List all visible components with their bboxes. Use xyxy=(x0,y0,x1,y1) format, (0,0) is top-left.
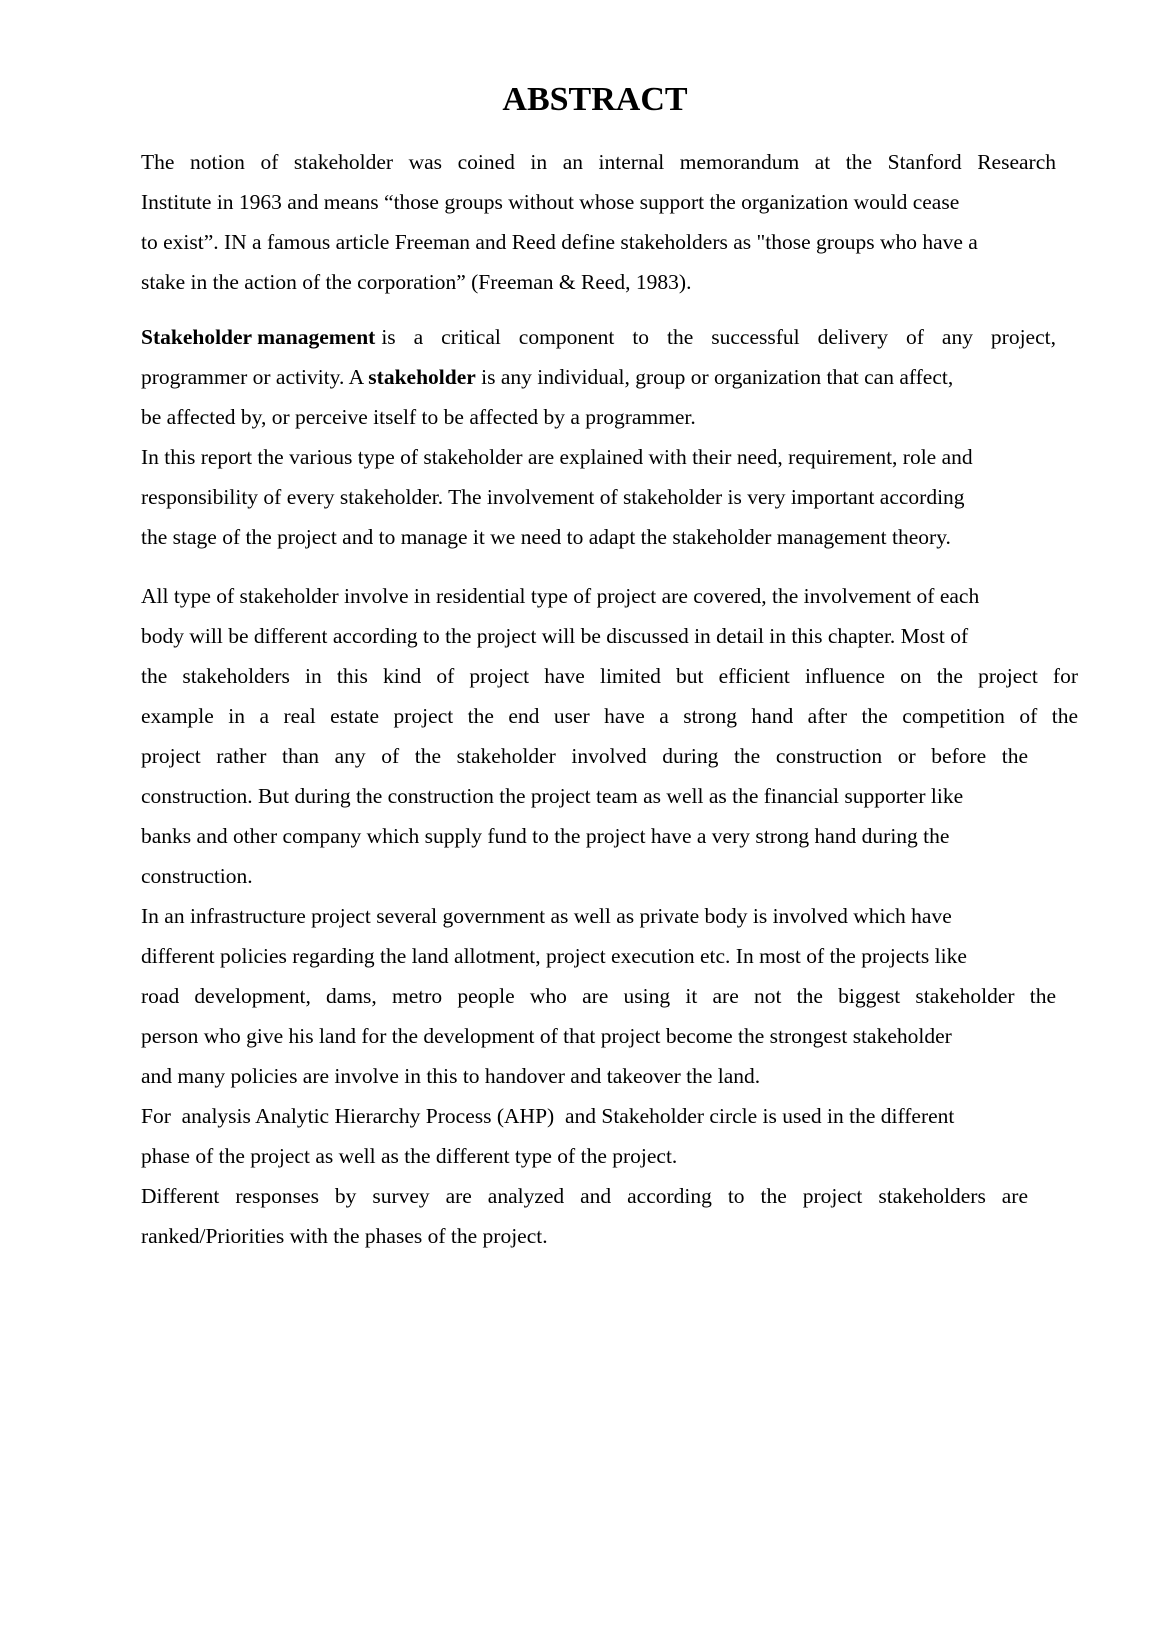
paragraph-3-line-9: In an infrastructure project several government as well as private body is involved which have xyxy=(141,904,952,928)
paragraph-2-line-2-pre: programmer or activity. A xyxy=(141,365,369,389)
paragraph-3-line-2: body will be different according to the project will be discussed in detail in this chapter. Most of xyxy=(141,624,969,648)
paragraph-2-line-5: responsibility of every stakeholder. The involvement of stakeholder is very important according xyxy=(141,485,965,509)
paragraph-1-line-3: to exist”. IN a famous article Freeman and Reed define stakeholders as "those groups who have a xyxy=(141,230,978,254)
paragraph-3-line-15: phase of the project as well as the different type of the project. xyxy=(141,1144,678,1168)
paragraph-3-line-6: construction. But during the construction the project team as well as the financial supporter like xyxy=(141,784,964,808)
paragraph-3-line-8: construction. xyxy=(141,864,253,888)
paragraph-3-line-4: example in a real estate project the end user have a strong hand after the competition of the xyxy=(141,704,1078,728)
paragraph-3-line-17: ranked/Priorities with the phases of the project. xyxy=(141,1224,548,1248)
paragraph-2-line-4: In this report the various type of stakeholder are explained with their need, requirement, role and xyxy=(141,445,973,469)
bold-term-stakeholder-management: Stakeholder management xyxy=(141,325,376,349)
paragraph-3-line-10: different policies regarding the land allotment, project execution etc. In most of the projects like xyxy=(141,944,967,968)
paragraph-2-line-1-rest: is a critical component to the successful delivery of any project, xyxy=(381,325,1056,349)
paragraph-3-line-1: All type of stakeholder involve in residential type of project are covered, the involvement of each xyxy=(141,584,980,608)
paragraph-3-line-11: road development, dams, metro people who are using it are not the biggest stakeholder the xyxy=(141,984,1056,1008)
paragraph-2-line-6: the stage of the project and to manage it we need to adapt the stakeholder management theory. xyxy=(141,525,951,549)
paragraph-3-line-7: banks and other company which supply fund to the project have a very strong hand during the xyxy=(141,824,950,848)
paragraph-3-line-16: Different responses by survey are analyzed and according to the project stakeholders are xyxy=(141,1184,1028,1208)
paragraph-3-line-13: and many policies are involve in this to handover and takeover the land. xyxy=(141,1064,761,1088)
paragraph-1-line-2: Institute in 1963 and means “those groups without whose support the organization would cease xyxy=(141,190,960,214)
paragraph-2-line-2-post: is any individual, group or organization that can affect, xyxy=(475,365,954,389)
paragraph-3-line-5: project rather than any of the stakeholder involved during the construction or before the xyxy=(141,744,1028,768)
bold-term-stakeholder: stakeholder xyxy=(368,365,476,389)
paragraph-2-line-2 xyxy=(141,363,953,391)
paragraph-2-line-3: be affected by, or perceive itself to be affected by a programmer. xyxy=(141,405,696,429)
paragraph-3-line-14: For analysis Analytic Hierarchy Process (AHP) and Stakeholder circle is used in the different xyxy=(141,1104,955,1128)
page-title: ABSTRACT xyxy=(502,81,688,118)
paragraph-1-line-4: stake in the action of the corporation” (Freeman & Reed, 1983). xyxy=(141,270,692,294)
paragraph-2-line-1 xyxy=(141,323,1056,351)
paragraph-1-line-1: The notion of stakeholder was coined in an internal memorandum at the Stanford Research xyxy=(141,150,1056,174)
paragraph-3-line-12: person who give his land for the development of that project become the strongest stakeholder xyxy=(141,1024,952,1048)
paragraph-3-line-3: the stakeholders in this kind of project have limited but efficient influence on the project for xyxy=(141,664,1078,688)
